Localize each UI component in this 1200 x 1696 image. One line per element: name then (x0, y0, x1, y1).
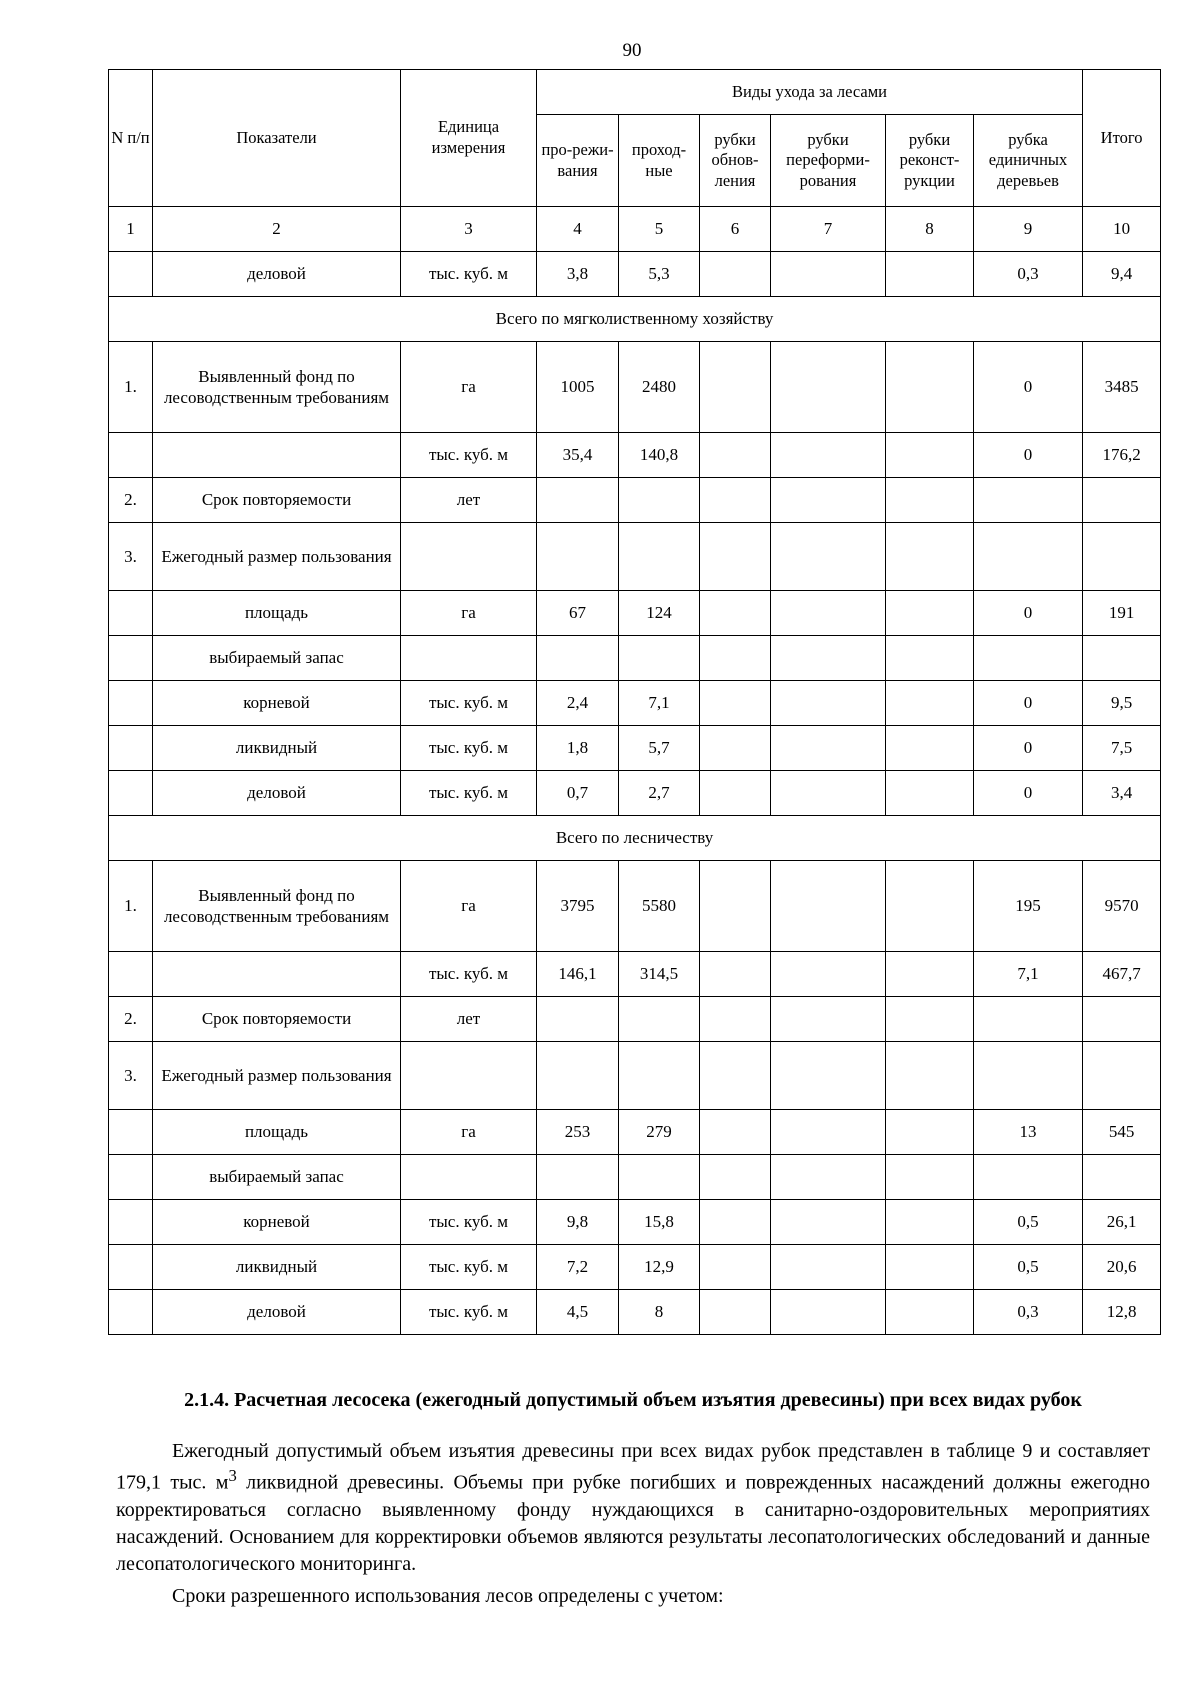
table-row (109, 636, 1161, 681)
table-cell: 3. (109, 1042, 153, 1110)
table-cell: 279 (619, 1110, 700, 1155)
table-cell (771, 681, 886, 726)
table-cell: 0 (974, 433, 1083, 478)
table-cell (109, 1245, 153, 1290)
table-cell (700, 478, 771, 523)
table-row (109, 1110, 1161, 1155)
table-cell (700, 1290, 771, 1335)
table-cell: выбираемый запас (153, 636, 401, 681)
table-cell: 467,7 (1083, 952, 1161, 997)
table-row (109, 342, 1161, 433)
table-cell: площадь (153, 1110, 401, 1155)
table-cell (109, 433, 153, 478)
section-title: Всего по мягколиственному хозяйству (109, 297, 1161, 342)
table-row (109, 1155, 1161, 1200)
table-cell: 1. (109, 342, 153, 433)
table-cell: 3485 (1083, 342, 1161, 433)
table-cell (886, 861, 974, 952)
table-cell (974, 1155, 1083, 1200)
table-cell (700, 636, 771, 681)
table-cell (153, 433, 401, 478)
table-cell (109, 1290, 153, 1335)
table-cell (109, 952, 153, 997)
table-row (109, 252, 1161, 297)
table-cell (109, 252, 153, 297)
table-cell (537, 1155, 619, 1200)
table-row (109, 591, 1161, 636)
table-cell: 176,2 (1083, 433, 1161, 478)
header-indicators: Показатели (153, 70, 401, 207)
table-cell (886, 252, 974, 297)
header-care-types-group: Виды ухода за лесами (537, 70, 1083, 115)
table-cell (700, 252, 771, 297)
table-cell: 20,6 (1083, 1245, 1161, 1290)
column-number: 1 (109, 207, 153, 252)
table-cell: тыс. куб. м (401, 1200, 537, 1245)
table-cell (886, 1200, 974, 1245)
table-cell: 35,4 (537, 433, 619, 478)
table-cell (700, 1042, 771, 1110)
table-cell (886, 997, 974, 1042)
table-cell (700, 771, 771, 816)
column-number-row (109, 207, 1161, 252)
column-number: 7 (771, 207, 886, 252)
table-cell (886, 478, 974, 523)
table-cell: 7,1 (974, 952, 1083, 997)
table-cell: ликвидный (153, 1245, 401, 1290)
table-cell: га (401, 342, 537, 433)
table-cell: 0 (974, 726, 1083, 771)
table-cell (771, 433, 886, 478)
table-cell: лет (401, 478, 537, 523)
paragraph-terms: Сроки разрешенного использования лесов определены с учетом: (172, 1585, 724, 1607)
table-cell (771, 478, 886, 523)
table-row (109, 952, 1161, 997)
table-cell (886, 1245, 974, 1290)
table-cell: деловой (153, 252, 401, 297)
table-cell (619, 636, 700, 681)
table-cell: корневой (153, 681, 401, 726)
table-cell: 1,8 (537, 726, 619, 771)
table-cell (700, 952, 771, 997)
table-cell (974, 478, 1083, 523)
table-cell: 12,9 (619, 1245, 700, 1290)
table-cell: га (401, 591, 537, 636)
table-cell: 9,8 (537, 1200, 619, 1245)
table-cell: 8 (619, 1290, 700, 1335)
table-cell (771, 1245, 886, 1290)
table-cell (109, 1200, 153, 1245)
table-cell (700, 997, 771, 1042)
table-cell: га (401, 1110, 537, 1155)
table-body (109, 252, 1161, 1335)
table-cell: 5580 (619, 861, 700, 952)
table-row (109, 478, 1161, 523)
header-total: Итого (1083, 70, 1161, 207)
table-cell (771, 726, 886, 771)
table-cell (109, 1155, 153, 1200)
table-cell: 9570 (1083, 861, 1161, 952)
table-cell (974, 1042, 1083, 1110)
table-cell: 253 (537, 1110, 619, 1155)
header-type-thinning: про-режи-вания (537, 115, 619, 207)
table-cell: тыс. куб. м (401, 252, 537, 297)
section-row (109, 816, 1161, 861)
table-cell (619, 1155, 700, 1200)
table-cell: 9,5 (1083, 681, 1161, 726)
header-type-reconstruction: рубки реконст-рукции (886, 115, 974, 207)
table-cell: корневой (153, 1200, 401, 1245)
table-cell (771, 1200, 886, 1245)
table-cell: 3,8 (537, 252, 619, 297)
table-cell (771, 1110, 886, 1155)
table-cell (771, 861, 886, 952)
table-cell: 140,8 (619, 433, 700, 478)
table-cell (771, 523, 886, 591)
table-cell: Выявленный фонд по лесоводственным требованиям (153, 861, 401, 952)
table-cell (109, 591, 153, 636)
page-number: 90 (622, 40, 642, 61)
table-cell: площадь (153, 591, 401, 636)
table-cell (771, 1155, 886, 1200)
table-row (109, 1290, 1161, 1335)
table-cell (1083, 478, 1161, 523)
table-cell (974, 997, 1083, 1042)
table-cell: 67 (537, 591, 619, 636)
table-row (109, 523, 1161, 591)
column-number: 3 (401, 207, 537, 252)
table-cell: га (401, 861, 537, 952)
header-type-passage: проход-ные (619, 115, 700, 207)
header-type-renewal: рубки обнов-ления (700, 115, 771, 207)
table-cell (537, 636, 619, 681)
column-number: 4 (537, 207, 619, 252)
table-cell: ликвидный (153, 726, 401, 771)
section-heading: 2.1.4. Расчетная лесосека (ежегодный допустимый объем изъятия древесины) при всех видах рубок (184, 1389, 1082, 1411)
table-cell (886, 636, 974, 681)
table-cell: 0,3 (974, 252, 1083, 297)
table-cell (886, 1290, 974, 1335)
paragraph-text: Ежегодный допустимый объем изъятия древесины при всех видах рубок представлен в таблице 9 и составляет 179,1 тыс. м (116, 1440, 1150, 1494)
paragraph-annual-volume (116, 1438, 1150, 1578)
table-cell (974, 523, 1083, 591)
table-cell (700, 433, 771, 478)
table-cell: 5,7 (619, 726, 700, 771)
table-row (109, 433, 1161, 478)
column-number: 10 (1083, 207, 1161, 252)
table-cell: 12,8 (1083, 1290, 1161, 1335)
table-row (109, 681, 1161, 726)
table-cell (109, 636, 153, 681)
table-cell (401, 523, 537, 591)
table-cell (700, 726, 771, 771)
table-cell (886, 1155, 974, 1200)
table-cell (109, 1110, 153, 1155)
table-cell: 3795 (537, 861, 619, 952)
table-cell: 0 (974, 342, 1083, 433)
table-cell (886, 771, 974, 816)
table-cell: 0,5 (974, 1245, 1083, 1290)
table-cell: Выявленный фонд по лесоводственным требованиям (153, 342, 401, 433)
table-cell: 0 (974, 591, 1083, 636)
table-cell: 26,1 (1083, 1200, 1161, 1245)
table-cell: 0,3 (974, 1290, 1083, 1335)
table-cell (700, 523, 771, 591)
table-row (109, 1200, 1161, 1245)
table-cell (1083, 1155, 1161, 1200)
table-cell (537, 523, 619, 591)
table-cell (401, 1155, 537, 1200)
table-cell (771, 1042, 886, 1110)
table-cell (886, 726, 974, 771)
table-cell: тыс. куб. м (401, 726, 537, 771)
table-cell: 2. (109, 997, 153, 1042)
table-row (109, 1042, 1161, 1110)
table-cell (700, 591, 771, 636)
table-cell (771, 952, 886, 997)
table-cell (619, 1042, 700, 1110)
table-cell (153, 952, 401, 997)
table-cell (974, 636, 1083, 681)
table-cell: 124 (619, 591, 700, 636)
table-cell: 3,4 (1083, 771, 1161, 816)
table-row (109, 726, 1161, 771)
table-cell: 5,3 (619, 252, 700, 297)
table-cell: 7,5 (1083, 726, 1161, 771)
table-cell (1083, 1042, 1161, 1110)
table-row (109, 771, 1161, 816)
table-cell: тыс. куб. м (401, 1245, 537, 1290)
table-cell (886, 591, 974, 636)
table-cell (1083, 997, 1161, 1042)
table-cell: 1. (109, 861, 153, 952)
table-cell: лет (401, 997, 537, 1042)
table-cell (401, 636, 537, 681)
table-cell: 191 (1083, 591, 1161, 636)
table-cell (886, 952, 974, 997)
table-cell (771, 342, 886, 433)
column-number: 5 (619, 207, 700, 252)
table-cell: 146,1 (537, 952, 619, 997)
table-cell: 195 (974, 861, 1083, 952)
table-row (109, 1245, 1161, 1290)
superscript: 3 (228, 1466, 237, 1485)
table-cell (1083, 636, 1161, 681)
section-row (109, 297, 1161, 342)
table-cell (771, 591, 886, 636)
table-cell: 0 (974, 771, 1083, 816)
table-cell (886, 523, 974, 591)
table-cell (401, 1042, 537, 1110)
table-cell (619, 997, 700, 1042)
table-cell (886, 1110, 974, 1155)
table-cell: выбираемый запас (153, 1155, 401, 1200)
table-cell (886, 342, 974, 433)
table-cell (886, 433, 974, 478)
table-cell (537, 997, 619, 1042)
table-cell (109, 771, 153, 816)
table-cell: Ежегодный размер пользования (153, 523, 401, 591)
table-cell: 3. (109, 523, 153, 591)
table-cell (771, 252, 886, 297)
table-cell (619, 478, 700, 523)
table-cell (700, 1245, 771, 1290)
table-cell: 2480 (619, 342, 700, 433)
table-cell (771, 997, 886, 1042)
table-cell: тыс. куб. м (401, 952, 537, 997)
table-cell (700, 342, 771, 433)
table-cell: 2,4 (537, 681, 619, 726)
table-cell (771, 1290, 886, 1335)
table-cell: 7,2 (537, 1245, 619, 1290)
table-cell (700, 1155, 771, 1200)
table-cell (109, 681, 153, 726)
column-number: 2 (153, 207, 401, 252)
table-cell (771, 636, 886, 681)
column-number: 9 (974, 207, 1083, 252)
table-cell (1083, 523, 1161, 591)
header-type-single-trees: рубка единичных деревьев (974, 115, 1083, 207)
table-cell (886, 681, 974, 726)
table-cell (700, 1200, 771, 1245)
table-cell (700, 1110, 771, 1155)
header-unit: Единица измерения (401, 70, 537, 207)
header-num: N п/п (109, 70, 153, 207)
table-cell: 1005 (537, 342, 619, 433)
table-header (109, 70, 1161, 252)
table-cell: 4,5 (537, 1290, 619, 1335)
table-cell: 15,8 (619, 1200, 700, 1245)
table-cell: 314,5 (619, 952, 700, 997)
table-row (109, 861, 1161, 952)
table-cell: 545 (1083, 1110, 1161, 1155)
table-cell: тыс. куб. м (401, 771, 537, 816)
table-cell: тыс. куб. м (401, 1290, 537, 1335)
table-cell: 2,7 (619, 771, 700, 816)
table-cell (771, 771, 886, 816)
table-cell: 0 (974, 681, 1083, 726)
paragraph-text: ликвидной древесины. Объемы при рубке погибших и поврежденных насаждений должны ежегодно корректироваться согласно выявленному фонду нуждающихся в санитарно-оздоровительных мероприятиях насаждений. Основанием для корректировки объемов являются результаты лесопатологических обследований и данные лесопатологического мониторинга. (116, 1471, 1150, 1575)
table-cell (886, 1042, 974, 1110)
table-cell: Ежегодный размер пользования (153, 1042, 401, 1110)
table-cell: деловой (153, 1290, 401, 1335)
forest-care-table (108, 69, 1161, 1335)
table-cell (537, 1042, 619, 1110)
table-cell: тыс. куб. м (401, 433, 537, 478)
column-number: 8 (886, 207, 974, 252)
table-cell: тыс. куб. м (401, 681, 537, 726)
header-type-reformation: рубки переформи-рования (771, 115, 886, 207)
table-cell (109, 726, 153, 771)
column-number: 6 (700, 207, 771, 252)
table-cell: 2. (109, 478, 153, 523)
table-cell (700, 681, 771, 726)
table-cell: деловой (153, 771, 401, 816)
table-cell: Срок повторяемости (153, 478, 401, 523)
table-cell: 7,1 (619, 681, 700, 726)
table-cell (537, 478, 619, 523)
table-cell: 0,7 (537, 771, 619, 816)
table-cell: Срок повторяемости (153, 997, 401, 1042)
table-cell (700, 861, 771, 952)
table-cell: 13 (974, 1110, 1083, 1155)
table-cell: 9,4 (1083, 252, 1161, 297)
table-row (109, 997, 1161, 1042)
table-cell: 0,5 (974, 1200, 1083, 1245)
section-title: Всего по лесничеству (109, 816, 1161, 861)
table-cell (619, 523, 700, 591)
